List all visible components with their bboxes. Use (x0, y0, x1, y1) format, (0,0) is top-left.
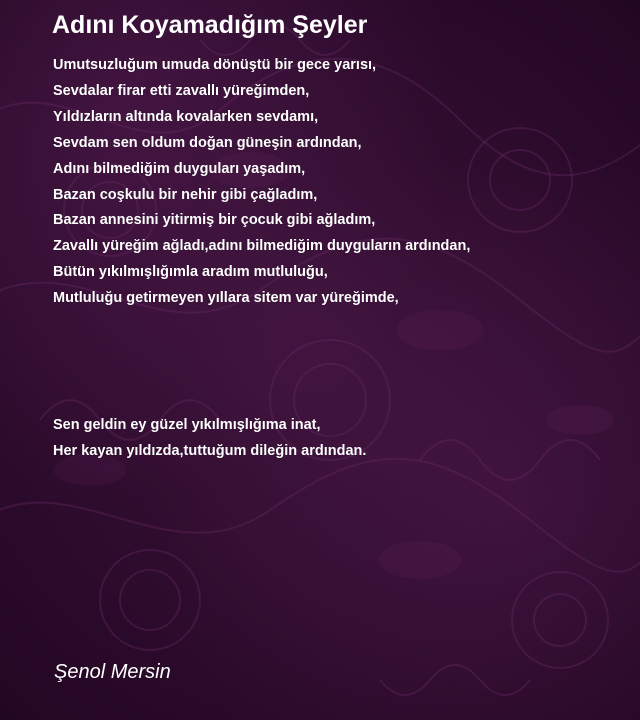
verse-line: Bütün yıkılmışlığımla aradım mutluluğu, (53, 264, 328, 281)
verse-line: Yıldızların altında kovalarken sevdamı, (53, 108, 319, 125)
verse-line: Umutsuzluğum umuda dönüştü bir gece yarısı, (53, 57, 377, 73)
verse-line: Bazan coşkulu bir nehir gibi çağladım, (53, 186, 318, 203)
verse-line: Sevdam sen oldum doğan güneşin ardından, (53, 134, 362, 151)
verse-line: Bazan annesini yitirmiş bir çocuk gibi ağladım, (53, 212, 376, 229)
verse-line: Zavallı yüreğim ağladı,adını bilmediğim duyguların ardından, (53, 238, 471, 255)
verse-line: Her kayan yıldızda,tuttuğum dileğin ardından. (53, 442, 367, 459)
poem-author: Şenol Mersin (54, 661, 171, 683)
poem-stanza-1 (53, 53, 470, 312)
verse-line: Mutluluğu getirmeyen yıllara sitem var yüreğimde, (53, 290, 399, 307)
poem-stanza-2 (53, 413, 366, 465)
verse-line: Sen geldin ey güzel yıkılmışlığıma inat, (53, 417, 321, 433)
verse-line: Adını bilmediğim duyguları yaşadım, (53, 160, 306, 177)
verse-line: Sevdalar firar etti zavallı yüreğimden, (53, 82, 310, 99)
poem-title: Adını Koyamadığım Şeyler (52, 11, 368, 39)
